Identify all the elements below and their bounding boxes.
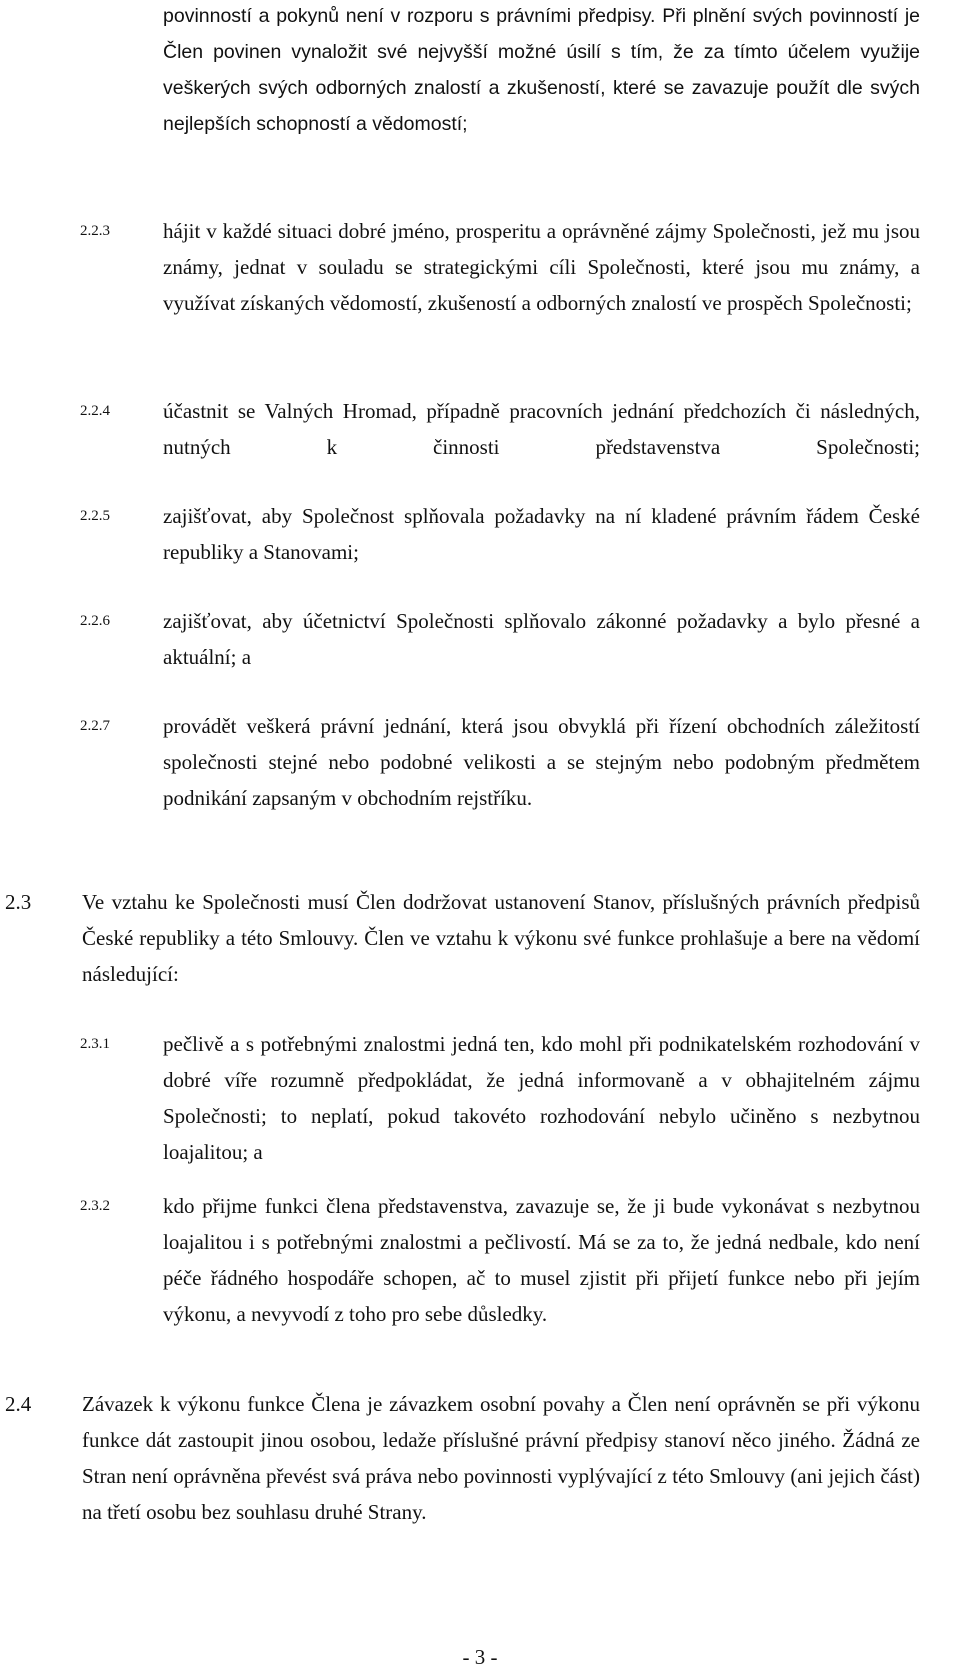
clause-number: 2.2.5	[80, 508, 110, 524]
intro-paragraph: povinností a pokynů není v rozporu s právními předpisy. Při plnění svých povinností je Člen povinen vynaložit své nejvyšší možné úsilí s tím, že za tímto účelem využije veškerých svých odborných znalostí a zkušeností, které se zavazuje použít dle svých nejlepších schopností a vědomostí;	[163, 5, 920, 135]
clause-text: pečlivě a s potřebnými znalostmi jedná ten, kdo mohl při podnikatelském rozhodování v dobré víře rozumně předpokládat, že jedná informovaně a v obhajitelném zájmu Společnosti; to neplatí, pokud takovéto rozhodování nebylo učiněno s nezbytnou loajalitou; a	[163, 1032, 920, 1164]
clause-text: provádět veškerá právní jednání, která jsou obvyklá při řízení obchodních záležitostí společnosti stejné nebo podobné velikosti a se stejným nebo podobným předmětem podnikání zapsaným v obchodním rejstříku.	[163, 714, 920, 810]
section-text: Závazek k výkonu funkce Člena je závazkem osobní povahy a Člen není oprávněn se při výkonu funkce dát zastoupit jinou osobou, ledaže příslušné právní předpisy stanoví něco jiného. Žádná ze Stran není oprávněna převést svá práva nebo povinnosti vyplývající z této Smlouvy (ani jejich část) na třetí osobu bez souhlasu druhé Strany.	[82, 1392, 920, 1524]
section-text: Ve vztahu ke Společnosti musí Člen dodržovat ustanovení Stanov, příslušných právních předpisů České republiky a této Smlouvy. Člen ve vztahu k výkonu své funkce prohlašuje a bere na vědomí následující:	[82, 890, 920, 986]
section-number: 2.3	[5, 890, 32, 914]
clause-text: účastnit se Valných Hromad, případně pracovních jednání předchozích či následných, nutných k činnosti představenstva Společnosti;	[163, 399, 920, 459]
clause-number: 2.3.1	[80, 1036, 110, 1052]
clause-number: 2.3.2	[80, 1198, 110, 1214]
section-number: 2.4	[5, 1392, 32, 1416]
clause-text: zajišťovat, aby Společnost splňovala požadavky na ní kladené právním řádem České republiky a Stanovami;	[163, 504, 920, 564]
clause-number: 2.2.7	[80, 718, 110, 734]
clause-number: 2.2.4	[80, 403, 110, 419]
page-number: - 3 -	[462, 1645, 498, 1669]
clause-number: 2.2.6	[80, 613, 110, 629]
clause-text: kdo přijme funkci člena představenstva, zavazuje se, že ji bude vykonávat s nezbytnou loajalitou i s potřebnými znalostmi a pečlivostí. Má se za to, že jedná nedbale, kdo není péče řádného hospodáře schopen, ač to musel zjistit při přijetí funkce nebo při jejím výkonu, a nevyvodí z toho pro sebe důsledky.	[163, 1194, 920, 1326]
clause-number: 2.2.3	[80, 223, 110, 239]
clause-text: hájit v každé situaci dobré jméno, prosperitu a oprávněné zájmy Společnosti, jež mu jsou známy, jednat v souladu se strategickými cíli Společnosti, které jsou mu známy, a využívat získaných vědomostí, zkušeností a odborných znalostí ve prospěch Společnosti;	[163, 219, 920, 315]
clause-text: zajišťovat, aby účetnictví Společnosti splňovalo zákonné požadavky a bylo přesné a aktuální; a	[163, 609, 920, 669]
